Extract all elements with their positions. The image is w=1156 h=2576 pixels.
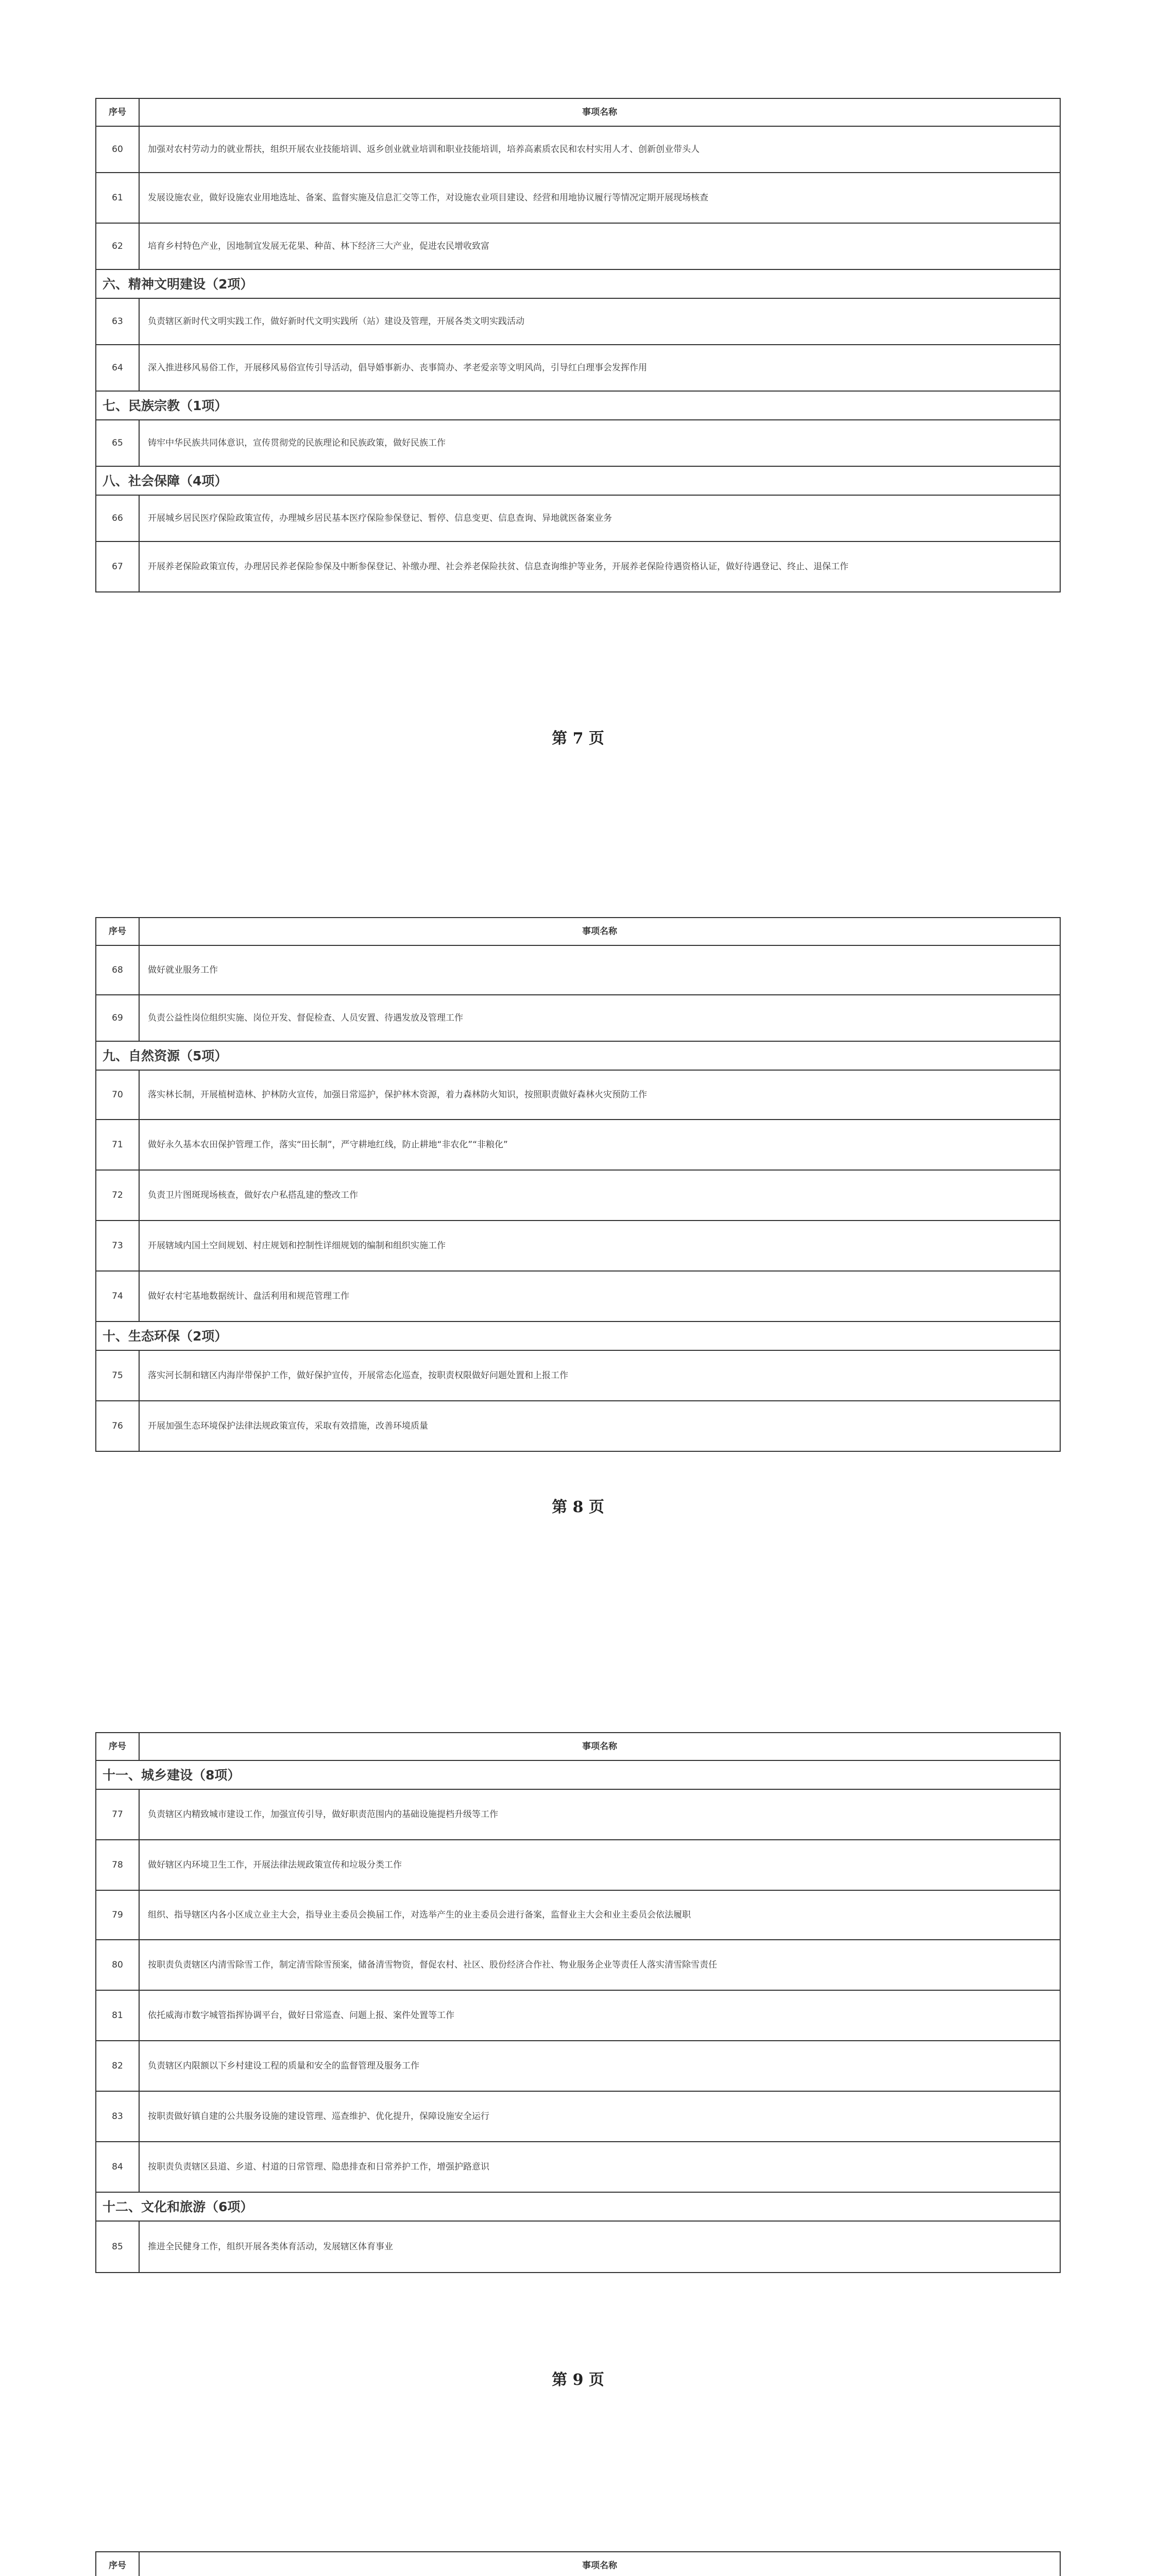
- table-row: [96, 126, 1060, 173]
- section-row: [96, 2192, 1060, 2221]
- row-text: 发展设施农业，做好设施农业用地选址、备案、监督实施及信息汇交等工作，对设施农业项目建设、经营和用地协议履行等情况定期开展现场核查: [139, 173, 1060, 223]
- table-row: [96, 945, 1060, 995]
- row-number: 74: [96, 1271, 139, 1321]
- row-text: 加强对农村劳动力的就业帮扶，组织开展农业技能培训、返乡创业就业培训和职业技能培训，培养高素质农民和农村实用人才、创新创业带头人: [139, 126, 1060, 173]
- section-row: [96, 1760, 1060, 1789]
- table-row: [96, 2041, 1060, 2091]
- row-number: 63: [96, 298, 139, 345]
- table-header-row: [96, 2552, 1060, 2576]
- matters-table: [95, 1732, 1061, 2273]
- row-number: 80: [96, 1940, 139, 1990]
- table-row: [96, 2221, 1060, 2273]
- row-text: 做好就业服务工作: [139, 945, 1060, 995]
- row-number: 69: [96, 995, 139, 1041]
- row-number: 67: [96, 541, 139, 592]
- table-row: [96, 2142, 1060, 2192]
- page-footer: 第 9 页: [552, 2371, 604, 2389]
- row-number: 60: [96, 126, 139, 173]
- row-text: 负责公益性岗位组织实施、岗位开发、督促检查、人员安置、待遇发放及管理工作: [139, 995, 1060, 1041]
- table-row: [96, 420, 1060, 466]
- header-name: 事项名称: [139, 1733, 1060, 1760]
- table-row: [96, 298, 1060, 345]
- row-text: 按职责做好镇自建的公共服务设施的建设管理、巡查维护、优化提升，保障设施安全运行: [139, 2091, 1060, 2142]
- row-text: 铸牢中华民族共同体意识，宣传贯彻党的民族理论和民族政策，做好民族工作: [139, 420, 1060, 466]
- row-text: 开展加强生态环境保护法律法规政策宣传，采取有效措施，改善环境质量: [139, 1401, 1060, 1451]
- row-text: 推进全民健身工作，组织开展各类体育活动，发展辖区体育事业: [139, 2221, 1060, 2273]
- row-number: 83: [96, 2091, 139, 2142]
- table-row: [96, 1350, 1060, 1401]
- table-row: [96, 1840, 1060, 1890]
- row-number: 75: [96, 1350, 139, 1401]
- table-row: [96, 1120, 1060, 1170]
- row-text: 开展辖域内国土空间规划、村庄规划和控制性详细规划的编制和组织实施工作: [139, 1221, 1060, 1271]
- table-row: [96, 541, 1060, 592]
- row-text: 负责卫片图斑现场核查，做好农户私搭乱建的整改工作: [139, 1170, 1060, 1221]
- row-number: 65: [96, 420, 139, 466]
- row-number: 81: [96, 1990, 139, 2041]
- row-text: 负责辖区内精致城市建设工作，加强宣传引导，做好职责范围内的基础设施提档升级等工作: [139, 1789, 1060, 1840]
- table-row: [96, 1271, 1060, 1321]
- row-number: 85: [96, 2221, 139, 2273]
- row-text: 开展城乡居民医疗保险政策宣传，办理城乡居民基本医疗保险参保登记、暂停、信息变更、信息查询、异地就医备案业务: [139, 495, 1060, 541]
- row-number: 76: [96, 1401, 139, 1451]
- table-header-row: [96, 98, 1060, 126]
- row-number: 82: [96, 2041, 139, 2091]
- section-title: 十二、文化和旅游（6项）: [96, 2192, 1060, 2221]
- row-text: 依托威海市数字城管指挥协调平台，做好日常巡查、问题上报、案件处置等工作: [139, 1990, 1060, 2041]
- table-row: [96, 1789, 1060, 1840]
- matters-table: [95, 2551, 1061, 2576]
- section-title: 七、民族宗教（1项）: [96, 391, 1060, 420]
- header-no: 序号: [96, 98, 139, 126]
- section-row: [96, 1321, 1060, 1350]
- header-no: 序号: [96, 918, 139, 945]
- row-text: 落实林长制，开展植树造林、护林防火宣传，加强日常巡护，保护林木资源，着力森林防火知识，按照职责做好森林火灾预防工作: [139, 1070, 1060, 1120]
- header-no: 序号: [96, 2552, 139, 2576]
- row-number: 78: [96, 1840, 139, 1890]
- row-number: 72: [96, 1170, 139, 1221]
- row-number: 62: [96, 223, 139, 269]
- row-number: 70: [96, 1070, 139, 1120]
- table-row: [96, 995, 1060, 1041]
- page-footer: 第 8 页: [552, 1498, 604, 1516]
- row-number: 61: [96, 173, 139, 223]
- table-row: [96, 1940, 1060, 1990]
- matters-table: [95, 917, 1061, 1452]
- table-row: [96, 1990, 1060, 2041]
- section-title: 九、自然资源（5项）: [96, 1041, 1060, 1070]
- row-text: 开展养老保险政策宣传，办理居民养老保险参保及中断参保登记、补缴办理、社会养老保险扶贫、信息查询维护等业务，开展养老保险待遇资格认证，做好待遇登记、终止、退保工作: [139, 541, 1060, 592]
- row-text: 负责辖区内限额以下乡村建设工程的质量和安全的监督管理及服务工作: [139, 2041, 1060, 2091]
- row-text: 组织、指导辖区内各小区成立业主大会，指导业主委员会换届工作，对选举产生的业主委员会进行备案，监督业主大会和业主委员会依法履职: [139, 1890, 1060, 1940]
- table-row: [96, 1170, 1060, 1221]
- row-number: 79: [96, 1890, 139, 1940]
- row-text: 做好农村宅基地数据统计、盘活利用和规范管理工作: [139, 1271, 1060, 1321]
- row-text: 做好永久基本农田保护管理工作，落实“田长制”，严守耕地红线，防止耕地“非农化”“非粮化”: [139, 1120, 1060, 1170]
- row-text: 负责辖区新时代文明实践工作，做好新时代文明实践所（站）建设及管理，开展各类文明实践活动: [139, 298, 1060, 345]
- table-row: [96, 1401, 1060, 1451]
- section-row: [96, 269, 1060, 298]
- section-title: 八、社会保障（4项）: [96, 466, 1060, 495]
- table-row: [96, 1221, 1060, 1271]
- row-number: 71: [96, 1120, 139, 1170]
- section-title: 十一、城乡建设（8项）: [96, 1760, 1060, 1789]
- row-text: 培育乡村特色产业，因地制宜发展无花果、种苗、林下经济三大产业，促进农民增收致富: [139, 223, 1060, 269]
- row-number: 73: [96, 1221, 139, 1271]
- table-row: [96, 173, 1060, 223]
- row-number: 84: [96, 2142, 139, 2192]
- row-number: 66: [96, 495, 139, 541]
- page-footer: 第 7 页: [552, 730, 604, 748]
- header-name: 事项名称: [139, 918, 1060, 945]
- table-row: [96, 2091, 1060, 2142]
- matters-table: [95, 98, 1061, 592]
- table-row: [96, 495, 1060, 541]
- header-name: 事项名称: [139, 98, 1060, 126]
- table-row: [96, 1070, 1060, 1120]
- table-header-row: [96, 1733, 1060, 1760]
- table-row: [96, 345, 1060, 391]
- row-text: 做好辖区内环境卫生工作，开展法律法规政策宣传和垃圾分类工作: [139, 1840, 1060, 1890]
- table-row: [96, 223, 1060, 269]
- row-number: 68: [96, 945, 139, 995]
- section-row: [96, 391, 1060, 420]
- row-number: 64: [96, 345, 139, 391]
- row-text: 按职责负责辖区内清雪除雪工作，制定清雪除雪预案，储备清雪物资，督促农村、社区、股份经济合作社、物业服务企业等责任人落实清雪除雪责任: [139, 1940, 1060, 1990]
- section-row: [96, 466, 1060, 495]
- header-no: 序号: [96, 1733, 139, 1760]
- row-number: 77: [96, 1789, 139, 1840]
- header-name: 事项名称: [139, 2552, 1060, 2576]
- section-row: [96, 1041, 1060, 1070]
- row-text: 按职责负责辖区县道、乡道、村道的日常管理、隐患排查和日常养护工作，增强护路意识: [139, 2142, 1060, 2192]
- section-title: 六、精神文明建设（2项）: [96, 269, 1060, 298]
- row-text: 落实河长制和辖区内海岸带保护工作，做好保护宣传，开展常态化巡查，按职责权限做好问题处置和上报工作: [139, 1350, 1060, 1401]
- table-row: [96, 1890, 1060, 1940]
- section-title: 十、生态环保（2项）: [96, 1321, 1060, 1350]
- row-text: 深入推进移风易俗工作，开展移风易俗宣传引导活动，倡导婚事新办、丧事简办、孝老爱亲等文明风尚，引导红白理事会发挥作用: [139, 345, 1060, 391]
- table-header-row: [96, 918, 1060, 945]
